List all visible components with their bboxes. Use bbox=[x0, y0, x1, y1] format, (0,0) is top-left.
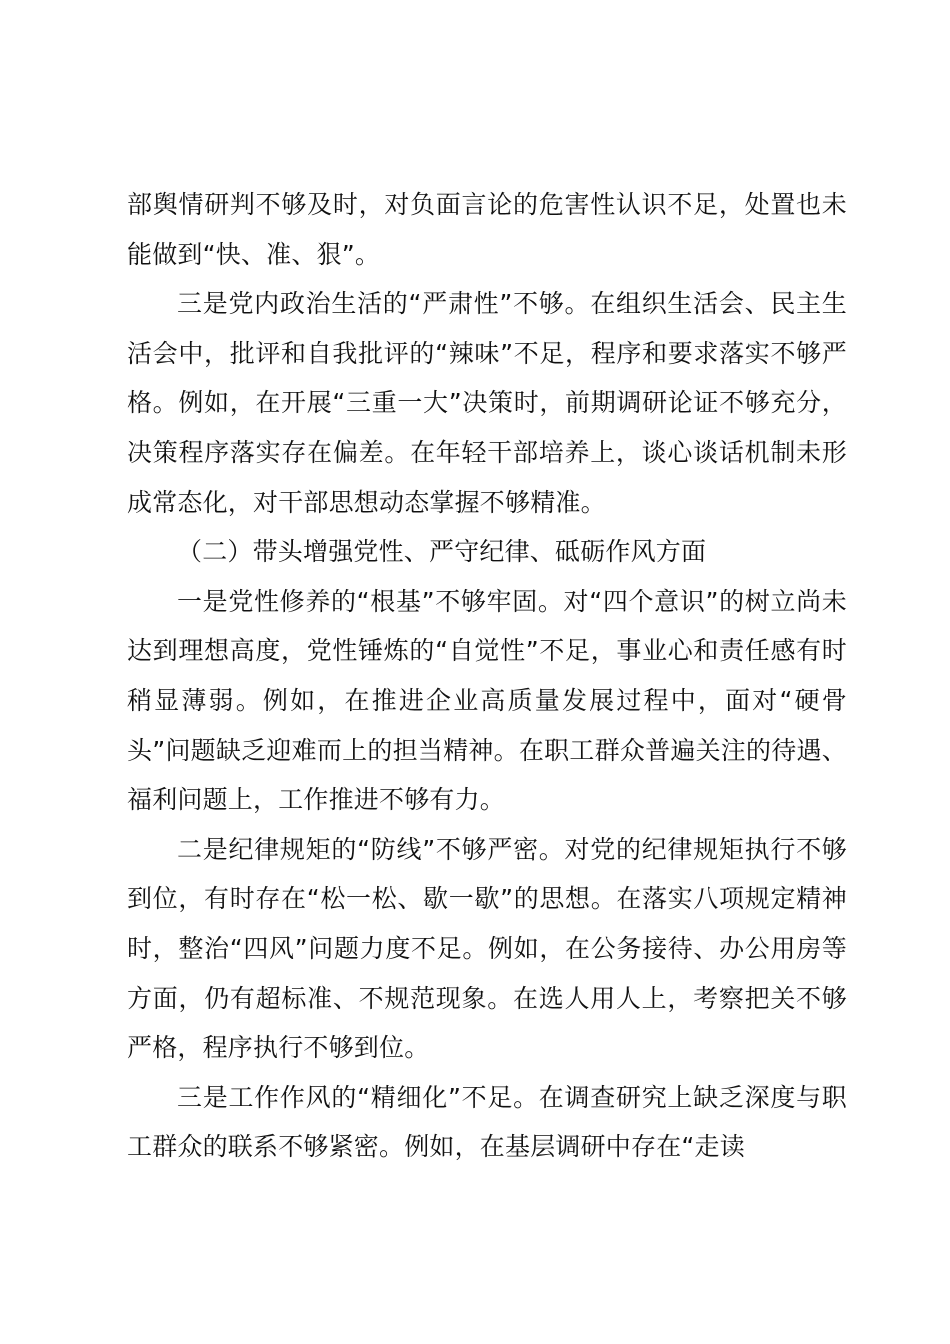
paragraph-discipline: 二是纪律规矩的“防线”不够严密。对党的纪律规矩执行不够到位，有时存在“松一松、歇一歇”的思想。在落实八项规定精神时，整治“四风”问题力度不足。例如，在公务接待、办公用房等方面，仍有超标准、不规范现象。在选人用人上，考察把关不够严格，程序执行不够到位。 bbox=[127, 834, 847, 1063]
section-heading: （二）带头增强党性、严守纪律、砥砺作风方面 bbox=[177, 537, 707, 567]
document-body bbox=[127, 180, 847, 1172]
paragraph-work-style: 三是工作作风的“精细化”不足。在调查研究上缺乏深度与职工群众的联系不够紧密。例如，在基层调研中存在“走读 bbox=[127, 1082, 847, 1162]
paragraph-continuation: 部舆情研判不够及时，对负面言论的危害性认识不足，处置也未能做到“快、准、狠”。 bbox=[127, 190, 847, 269]
paragraph-political-life: 三是党内政治生活的“严肃性”不够。在组织生活会、民主生活会中，批评和自我批评的“辣味”不足，程序和要求落实不够严格。例如，在开展“三重一大”决策时，前期调研论证不够充分，决策程序落实存在偏差。在年轻干部培养上，谈心谈话机制未形成常态化，对干部思想动态掌握不够精准。 bbox=[127, 289, 847, 517]
paragraph-party-spirit: 一是党性修养的“根基”不够牢固。对“四个意识”的树立尚未达到理想高度，党性锤炼的“自觉性”不足，事业心和责任感有时稍显薄弱。例如，在推进企业高质量发展过程中，面对“硬骨头”问题缺乏迎难而上的担当精神。在职工群众普遍关注的待遇、福利问题上，工作推进不够有力。 bbox=[127, 586, 847, 815]
